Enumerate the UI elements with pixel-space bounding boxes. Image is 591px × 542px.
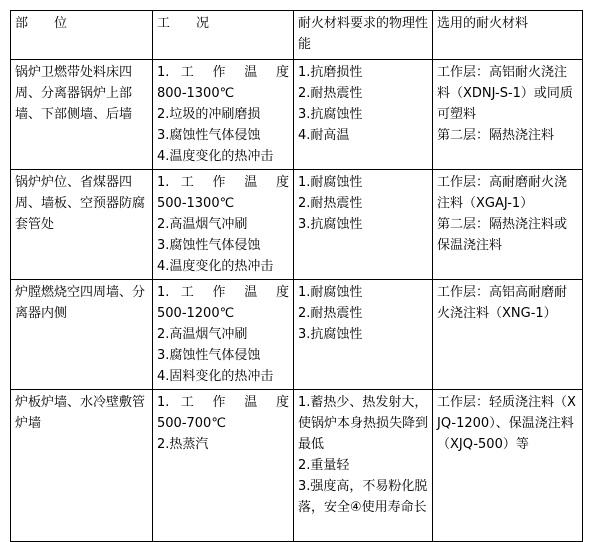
location-cell: 炉膛燃烧空四周墙、分离器内侧 (11, 280, 153, 390)
conditions-cell (153, 170, 294, 280)
condition-line: 2.垃圾的冲刷磨损 (157, 107, 261, 122)
property-line: 1.抗磨损性 (298, 65, 363, 80)
material-line: 工作层：高耐磨耐火浇注料（XGAJ-1） (437, 175, 568, 211)
properties-cell (294, 170, 433, 280)
refractory-material-table (10, 10, 583, 542)
condition-line: 3.腐蚀性气体侵蚀 (157, 238, 261, 253)
material-line: 工作层：高铝耐火浇注料（XDNJ-S-1）或同质可塑料 (437, 65, 573, 122)
conditions-cell (153, 390, 294, 542)
condition-line: 2.热蒸汽 (157, 437, 209, 452)
property-line: 1.耐腐蚀性 (298, 175, 363, 190)
condition-line: 1. 工 作 温 度 (157, 285, 289, 300)
material-line: 第二层：隔热浇注料或保温浇注料 (437, 217, 568, 253)
condition-line: 500-1300℃ (157, 196, 235, 211)
table-row (11, 60, 583, 170)
condition-line: 800-1300℃ (157, 86, 235, 101)
location-cell: 炉板炉墙、水冷壁敷管炉墙 (11, 390, 153, 542)
header-materials: 选用的耐火材料 (433, 11, 583, 60)
condition-line: 4.温度变化的热冲击 (157, 149, 274, 164)
condition-line: 4.温度变化的热冲击 (157, 259, 274, 274)
material-line: 工作层：高铝高耐磨耐火浇注料（XNG-1） (437, 285, 568, 321)
condition-line: 3.腐蚀性气体侵蚀 (157, 128, 261, 143)
properties-cell (294, 390, 433, 542)
condition-line: 2.高温烟气冲刷 (157, 327, 248, 342)
materials-cell (433, 170, 583, 280)
table-row (11, 170, 583, 280)
header-conditions: 工 况 (153, 11, 294, 60)
materials-cell (433, 60, 583, 170)
table-row (11, 390, 583, 542)
conditions-cell (153, 280, 294, 390)
condition-line: 2.高温烟气冲刷 (157, 217, 248, 232)
condition-line: 3.腐蚀性气体侵蚀 (157, 348, 261, 363)
property-line: 3.抗腐蚀性 (298, 217, 363, 232)
property-line: 2.耐热震性 (298, 196, 363, 211)
header-row (11, 11, 583, 60)
property-line: 2.耐热震性 (298, 306, 363, 321)
property-line: 3.抗腐蚀性 (298, 327, 363, 342)
property-line: 2.耐热震性 (298, 86, 363, 101)
properties-cell (294, 60, 433, 170)
condition-line: 500-1200℃ (157, 306, 235, 321)
material-line: 工作层：轻质浇注料（XJQ-1200）、保温浇注料（XJQ-500）等 (437, 395, 576, 452)
property-line: 4.耐高温 (298, 128, 350, 143)
materials-cell (433, 390, 583, 542)
condition-line: 1. 工 作 温 度 (157, 175, 289, 190)
header-properties: 耐火材料要求的物理性能 (294, 11, 433, 60)
condition-line: 1. 工 作 温 度 (157, 395, 289, 410)
materials-cell (433, 280, 583, 390)
condition-line: 500-700℃ (157, 416, 226, 431)
property-line: 1.蓄热少、热发射大，使锅炉本身热损失降到最低 (298, 395, 429, 452)
property-line: 2.重量轻 (298, 458, 350, 473)
table-row (11, 280, 583, 390)
condition-line: 1. 工 作 温 度 (157, 65, 289, 80)
property-line: 3.抗腐蚀性 (298, 107, 363, 122)
location-cell: 锅炉炉位、省煤器四周、墙板、空预器防腐套管处 (11, 170, 153, 280)
header-location: 部 位 (11, 11, 153, 60)
property-line: 1.耐腐蚀性 (298, 285, 363, 300)
location-cell: 锅炉卫燃带处料床四周、分离器锅炉上部墙、下部侧墙、后墙 (11, 60, 153, 170)
material-line: 第二层：隔热浇注料 (437, 128, 555, 143)
condition-line: 4.固料变化的热冲击 (157, 369, 274, 384)
properties-cell (294, 280, 433, 390)
property-line: 3.强度高，不易粉化脱落，安全④使用寿命长 (298, 479, 428, 515)
conditions-cell (153, 60, 294, 170)
